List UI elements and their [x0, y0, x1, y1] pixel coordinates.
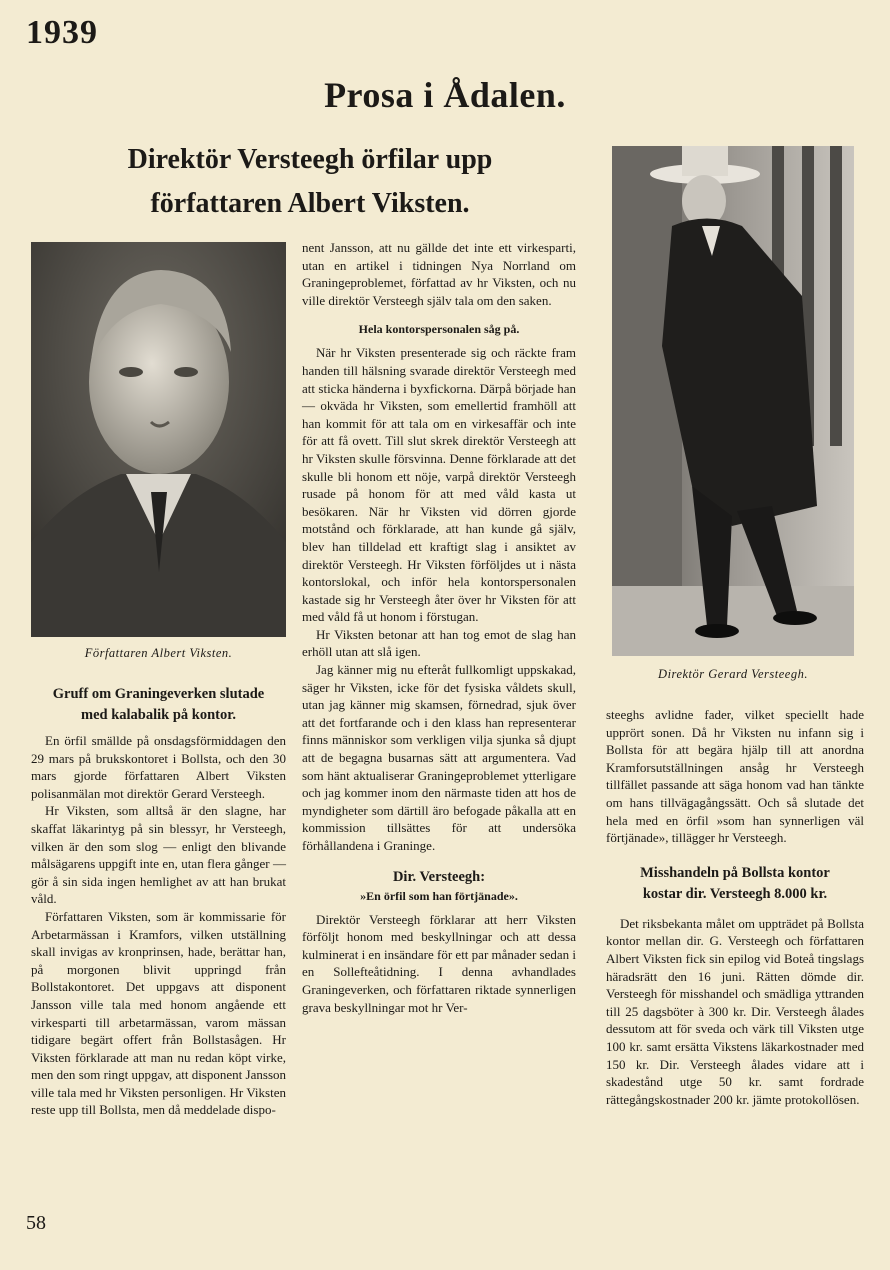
portrait-photo-viksten: [31, 242, 286, 637]
section-heading: Hela kontorspersonalen såg på.: [358, 322, 520, 337]
headline: Prosa i Ådalen.: [324, 75, 566, 115]
section-heading: Dir. Versteegh:: [392, 868, 486, 885]
column-1: [31, 684, 286, 1119]
paragraph: steeghs avlidne fader, vilket speciellt hade upprört sonen. Då hr Viksten nu infann sig i Bollsta för att begära hjälp till att anordna Kramforsutställningen ansåg hr Versteegh tillfället passande att säga honom vad han tänkte om hans tillvägagångssätt. Och så slutade det hela med en örfil »som han synnerligen väl förtjänade», tillägger hr Versteegh.: [606, 707, 864, 846]
column-1-heading-line-1: Gruff om Graningeverken slutade: [52, 686, 265, 702]
caption-right: Direktör Gerard Versteegh.: [658, 667, 808, 681]
paragraph: Författaren Viksten, som är kommissarie för Arbetarmässan i Kramfors, vilken utställning skall invigas av kronprinsen, hade, berättar han, på morgonen blivit uppringd från Bollstakontoret. Det uppgavs att disponent Jansson ville tala med honom angående ett virkesparti till arbetarmässan, varom mässan tidigare begärt offert från Bollstasågen. Hr Viksten förklarade att man nu redan köpt virke, men den som ringt uppgav, att disponent Jansson ville tala med hr Viksten personligen. Hr Viksten reste upp till Bollsta, men då meddelade dispo-: [31, 908, 286, 1118]
column-2: [302, 239, 576, 1016]
paragraph: När hr Viksten presenterade sig och räckte fram handen till hälsning svarade direktör Versteegh med att sticka händerna i byxfickorna. Därpå började han — okväda hr Viksten, som emellertid framhöll att han kommit för att tala om en virkesaffär och inte för att få ovett. Till slut skrek direktör Versteegh att hr Viksten skulle försvinna. Denne förklarade att det skulle bli honom ett nöje, varpå direktör Versteegh rusade på honom för att med våld kasta ut besökaren. När hr Viksten vid dörren gjorde motstånd och förklarade, att han kunde gå själv, blev han tilldelad ett kraftigt slag i ansiktet av direktör Versteegh. Hr Viksten förföljdes ut i nästa kontorslokal, och inför hela kontorspersonalen kastade sig hr Versteegh åter över hr Viksten för att med våld få ut honom i förstugan.: [302, 345, 576, 625]
subheadline-line-1: Direktör Versteegh örfilar upp: [127, 144, 493, 175]
paragraph: Direktör Versteegh förklarar att herr Viksten förföljt honom med beskyllningar och att dessa kulminerat i en insändare för ett par månader sedan i en Sollefteåtidning. I denna avhandlades Graningeverken, och författaren riktade synnerligen grava beskyllningar mot hr Ver-: [302, 911, 576, 1015]
photo-versteegh-image: [612, 146, 854, 656]
subheadline-line-2: författaren Albert Viksten.: [150, 188, 470, 219]
paragraph: Hr Viksten, som alltså är den slagne, har skaffat läkarintyg på sin blessyr, hr Versteegh, vilken är den som slog — enligt den blivande målsägarens uppgift inte en, utan flera gånger — gör å sin sida ingen hemlighet av att han brukat våld.: [31, 803, 286, 907]
paragraph: Jag känner mig nu efteråt fullkomligt uppskakad, säger hr Viksten, icke för det fysiska våldets skull, utan jag känner mig skamsen, förnedrad, sjuk över att det fortfarande och i den klass han representerar finns människor som verkligen vilja sjunka så djupt att de begagna busarnas sätt att argumentera. Vad som hänt aktualiserar Graningeproblemet ytterligare och jag kommer inom den närmaste tiden att hos de myndigheter som därtill äro befogade påkalla att en kommission tillsättes för att undersöka förhållandena i Graninge.: [302, 662, 576, 853]
photo-versteegh: [612, 146, 854, 656]
paragraph: Hr Viksten betonar att han tog emot de slag han erhöll utan att slå igen.: [302, 626, 576, 660]
section-heading: [606, 863, 864, 905]
column-3-heading-line-1: Misshandeln på Bollsta kontor: [640, 864, 830, 881]
year-heading: 1939: [26, 14, 98, 51]
paragraph: Det riksbekanta målet om uppträdet på Bollsta kontor mellan dir. G. Versteegh och författaren Albert Viksten fick sin epilog vid Boteå tingslags häradsrätt den 16 juni. Rätten dömde dir. Versteegh för misshandel och smädliga yttranden till 25 dagsböter à 300 kr. Dir. Versteegh ålades dessutom att för sveda och värk till Viksten utge 100 kr. samt ersätta Vikstens läkarkostnader med 150 kr. Dir. Versteegh ålades vidare att i skadestånd utge 50 kr. samt fordrade rättegångskostnader 200 kr. jämte protokollösen.: [606, 915, 864, 1107]
paragraph: nent Jansson, att nu gällde det inte ett virkesparti, utan en artikel i tidningen Nya Norrland om Graningeproblemet, författad av hr Viksten, och nu ville direktör Versteegh själv tala om den saken.: [302, 240, 576, 308]
portrait-photo-viksten-image: [31, 242, 286, 637]
column-1-heading: [31, 684, 286, 726]
column-3: [606, 706, 864, 1108]
column-1-heading-line-2: med kalabalik på kontor.: [81, 707, 236, 723]
caption-left: Författaren Albert Viksten.: [84, 646, 233, 660]
column-3-heading-line-2: kostar dir. Versteegh 8.000 kr.: [642, 885, 828, 902]
section-subheading: »En örfil som han förtjänade».: [360, 888, 518, 903]
paragraph: En örfil smällde på onsdagsförmiddagen den 29 mars på brukskontoret i Bollsta, och den 30 mars gjorde författaren Albert Viksten polisanmälan mot direktör Gerard Versteegh.: [31, 733, 286, 801]
subheadline: [70, 138, 550, 226]
page-number: 58: [26, 1212, 46, 1234]
